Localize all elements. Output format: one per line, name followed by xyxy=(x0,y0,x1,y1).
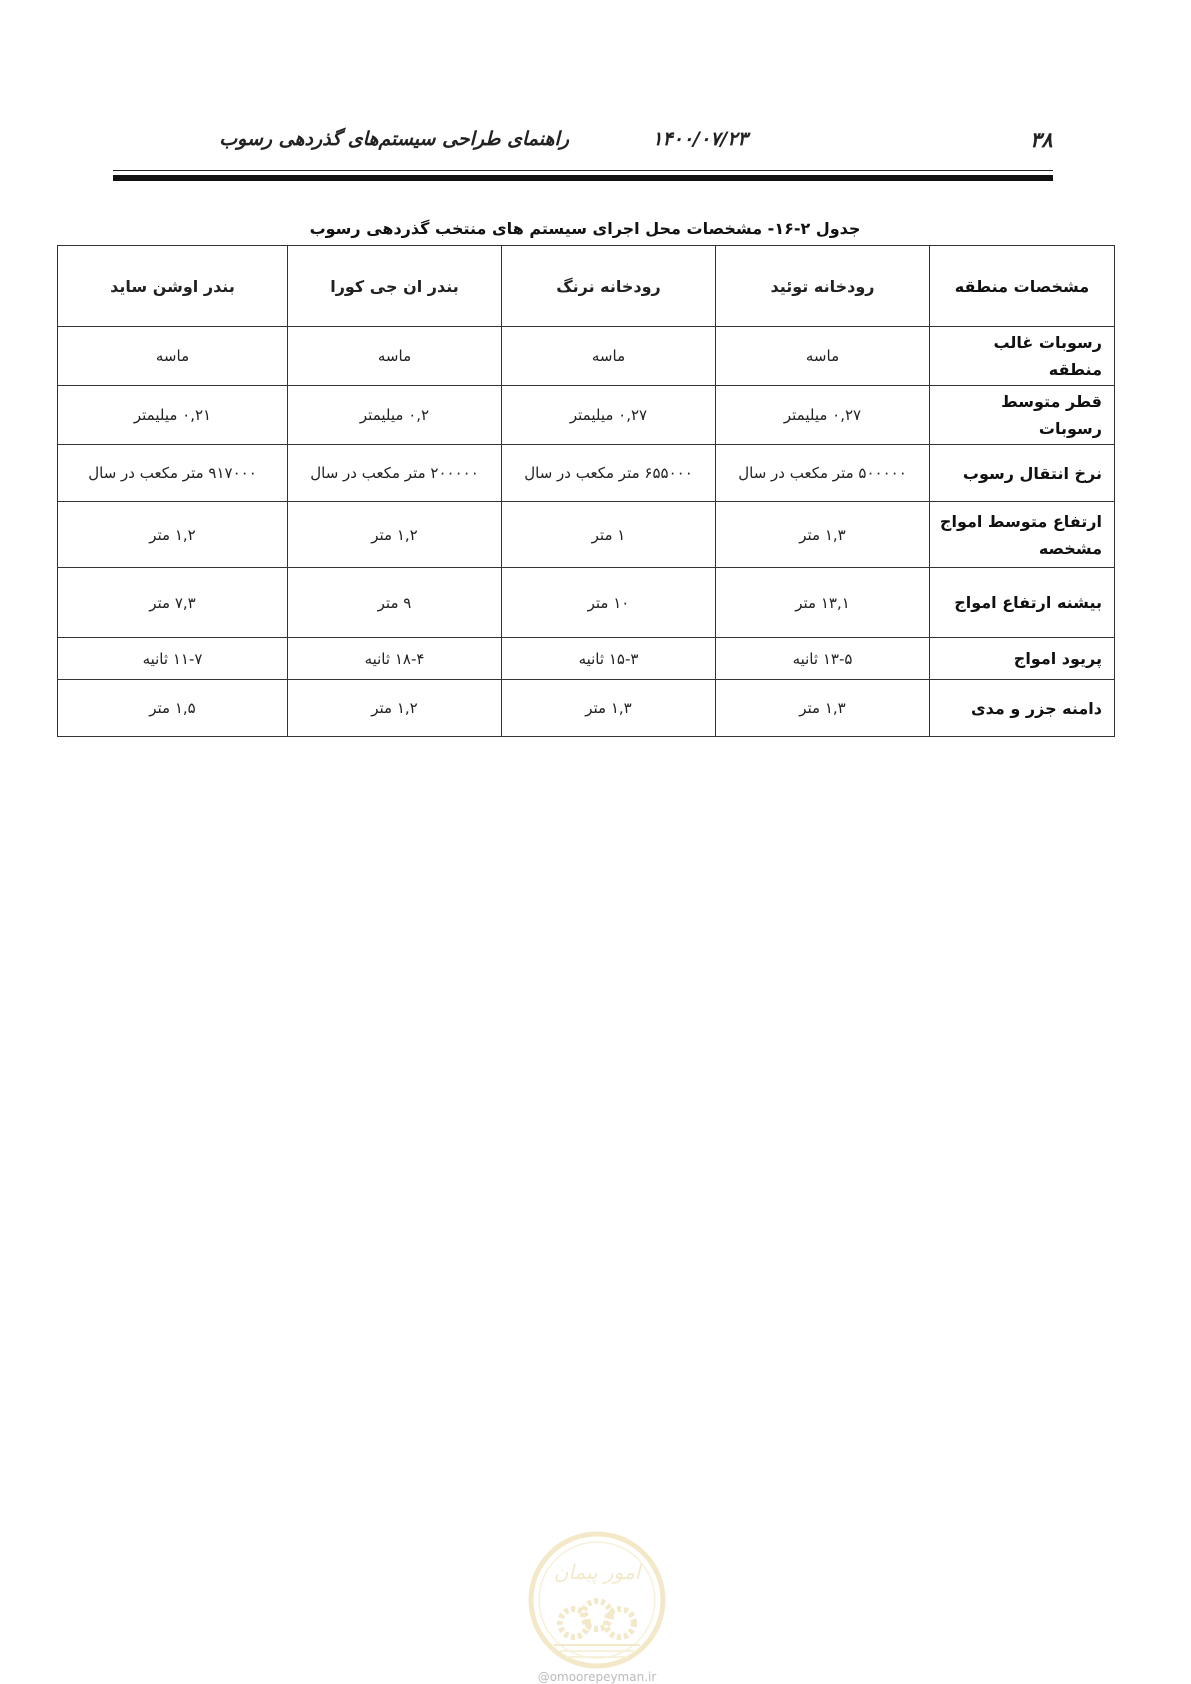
table-row xyxy=(58,638,1115,680)
table-header-row xyxy=(58,246,1115,327)
row-label: ارتفاع متوسط امواج مشخصه xyxy=(930,502,1115,568)
column-header: رودخانه نرنگ xyxy=(502,246,716,327)
table-cell: ۰,۲۱ میلیمتر xyxy=(58,386,288,445)
table-row xyxy=(58,680,1115,737)
table-cell: ماسه xyxy=(58,327,288,386)
column-header: مشخصات منطقه xyxy=(930,246,1115,327)
table-row xyxy=(58,568,1115,638)
running-title: راهنمای طراحی سیستم‌های گذردهی رسوب xyxy=(219,128,569,150)
table-cell: ۶۵۵۰۰۰ متر مکعب در سال xyxy=(502,445,716,502)
table-cell: ۰,۲۷ میلیمتر xyxy=(716,386,930,445)
watermark-logo xyxy=(526,1529,668,1671)
header-rule-thin xyxy=(113,170,1053,171)
row-label: نرخ انتقال رسوب xyxy=(930,445,1115,502)
row-label: قطر متوسط رسوبات xyxy=(930,386,1115,445)
table-cell: ۱۵-۳ ثانیه xyxy=(502,638,716,680)
table-cell: ماسه xyxy=(502,327,716,386)
watermark-site: @omoorepeyman.ir xyxy=(537,1670,657,1684)
table-cell: ماسه xyxy=(288,327,502,386)
table-cell: ۱,۲ متر xyxy=(288,680,502,737)
table-cell: ۱,۳ متر xyxy=(502,680,716,737)
table-cell: ۱۳-۵ ثانیه xyxy=(716,638,930,680)
page-number: ۳۸ xyxy=(1030,128,1053,152)
table-cell: ۷,۳ متر xyxy=(58,568,288,638)
header-date: ۱۴۰۰/۰۷/۲۳ xyxy=(652,128,748,150)
column-header: رودخانه توئید xyxy=(716,246,930,327)
table-cell: ۱,۳ متر xyxy=(716,502,930,568)
site-specs-table xyxy=(57,245,1115,737)
row-label: بیشنه ارتفاع امواج xyxy=(930,568,1115,638)
header-rule-thick xyxy=(113,175,1053,181)
table-cell: ۱۸-۴ ثانیه xyxy=(288,638,502,680)
table-cell: ۵۰۰۰۰۰ متر مکعب در سال xyxy=(716,445,930,502)
column-header: بندر ان جی کورا xyxy=(288,246,502,327)
table-cell: ۱۰ متر xyxy=(502,568,716,638)
table-cell: ماسه xyxy=(716,327,930,386)
table-cell: ۹ متر xyxy=(288,568,502,638)
column-header: بندر اوشن ساید xyxy=(58,246,288,327)
table-row xyxy=(58,445,1115,502)
table-row xyxy=(58,386,1115,445)
watermark-logo-text: امور پیمان xyxy=(553,1560,641,1584)
table-cell: ۱۱-۷ ثانیه xyxy=(58,638,288,680)
table-cell: ۱ متر xyxy=(502,502,716,568)
table-cell: ۲۰۰۰۰۰ متر مکعب در سال xyxy=(288,445,502,502)
table-row xyxy=(58,502,1115,568)
table-cell: ۰,۲ میلیمتر xyxy=(288,386,502,445)
table-cell: ۱,۳ متر xyxy=(716,680,930,737)
table-cell: ۰,۲۷ میلیمتر xyxy=(502,386,716,445)
row-label: رسوبات غالب منطقه xyxy=(930,327,1115,386)
table-cell: ۹۱۷۰۰۰ متر مکعب در سال xyxy=(58,445,288,502)
table-cell: ۱,۲ متر xyxy=(58,502,288,568)
table-cell: ۱,۲ متر xyxy=(288,502,502,568)
row-label: دامنه جزر و مدی xyxy=(930,680,1115,737)
table-cell: ۱,۵ متر xyxy=(58,680,288,737)
row-label: پریود امواج xyxy=(930,638,1115,680)
table-cell: ۱۳,۱ متر xyxy=(716,568,930,638)
table-row xyxy=(58,327,1115,386)
table-caption: جدول ۲-۱۶- مشخصات محل اجرای سیستم های منتخب گذردهی رسوب xyxy=(309,219,861,238)
